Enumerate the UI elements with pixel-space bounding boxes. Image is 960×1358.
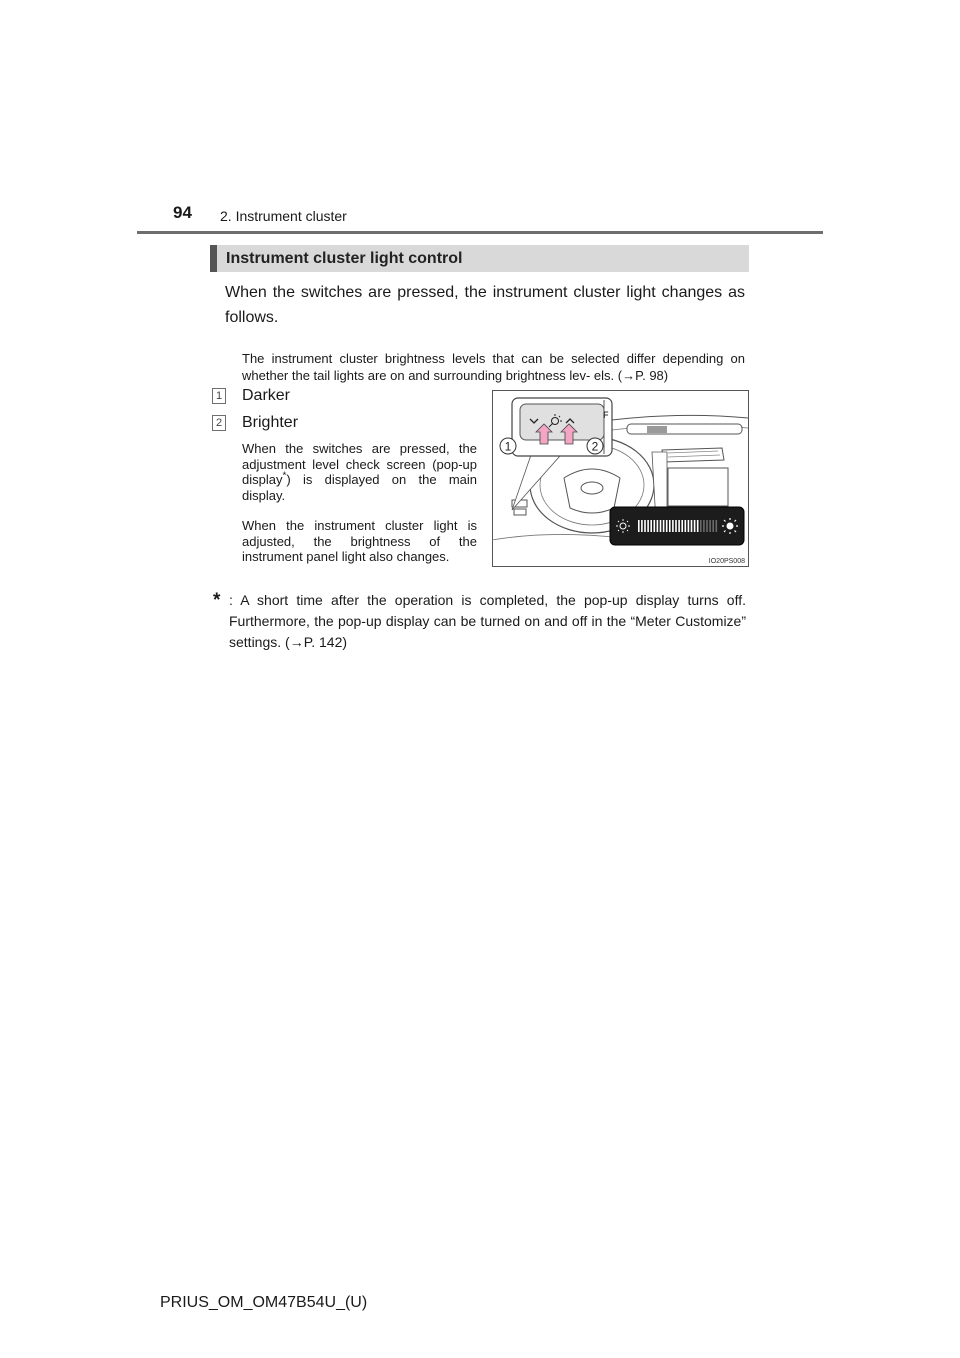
panel-light-note: When the instrument cluster light is adjusted, the brightness of the instrument panel light also changes. [242, 518, 477, 564]
level-tick [694, 520, 696, 532]
level-tick [678, 520, 680, 532]
level-tick [647, 520, 649, 532]
level-tick [681, 520, 683, 532]
popup-note [242, 441, 477, 503]
level-tick [666, 520, 668, 532]
callout-2: 2 [591, 439, 599, 454]
figure-code: IO20PS008 [708, 558, 745, 565]
level-tick [688, 520, 690, 532]
popup-note-text-a: When the switches are pressed, the adjustment level check screen (pop-up display [242, 441, 477, 487]
item-label-darker: Darker [242, 387, 291, 404]
level-tick [709, 520, 711, 532]
document-code: PRIUS_OM_OM47B54U_(U) [160, 1294, 368, 1311]
level-tick [638, 520, 640, 532]
chapter-title: 2. Instrument cluster [220, 208, 347, 224]
level-tick [685, 520, 687, 532]
level-tick [672, 520, 674, 532]
section-title: Instrument cluster light control [226, 250, 463, 267]
footnote-text: : A short time after the operation is completed, the pop-up display turns off. Furthermore, the pop-up display can be turned on and off in the “Meter Customize” settings. (→P. 142) [229, 592, 746, 650]
callout-1: 1 [504, 439, 512, 454]
item-label-brighter: Brighter [242, 414, 299, 431]
level-tick [700, 520, 702, 532]
level-tick [650, 520, 652, 532]
level-tick [654, 520, 656, 532]
level-tick [712, 520, 714, 532]
svg-text:F: F [603, 410, 609, 420]
level-tick [644, 520, 646, 532]
item-number-1: 1 [212, 388, 226, 404]
level-tick [660, 520, 662, 532]
level-tick [697, 520, 699, 532]
level-tick [706, 520, 708, 532]
intro-paragraph: When the switches are pressed, the instrument cluster light changes as follows. [225, 284, 745, 326]
level-tick [657, 520, 659, 532]
brightness-note: The instrument cluster brightness levels that can be selected differ depending on whether the tail lights are on and surrounding brightness lev- els. (→P. 98) [242, 351, 745, 383]
level-tick [669, 520, 671, 532]
item-number-2: 2 [212, 415, 226, 431]
footnote [213, 590, 746, 653]
level-tick [716, 520, 718, 532]
dashboard-illustration [492, 390, 749, 567]
popup-note-text-b: ) is displayed on the main display. [242, 472, 477, 503]
level-tick [663, 520, 665, 532]
asterisk-mark: * [282, 470, 287, 482]
header-rule [137, 231, 823, 234]
footnote-asterisk: * [213, 590, 221, 611]
level-tick [691, 520, 693, 532]
level-tick [641, 520, 643, 532]
section-heading [210, 245, 749, 272]
level-tick [675, 520, 677, 532]
level-tick [703, 520, 705, 532]
page-number: 94 [173, 203, 192, 222]
